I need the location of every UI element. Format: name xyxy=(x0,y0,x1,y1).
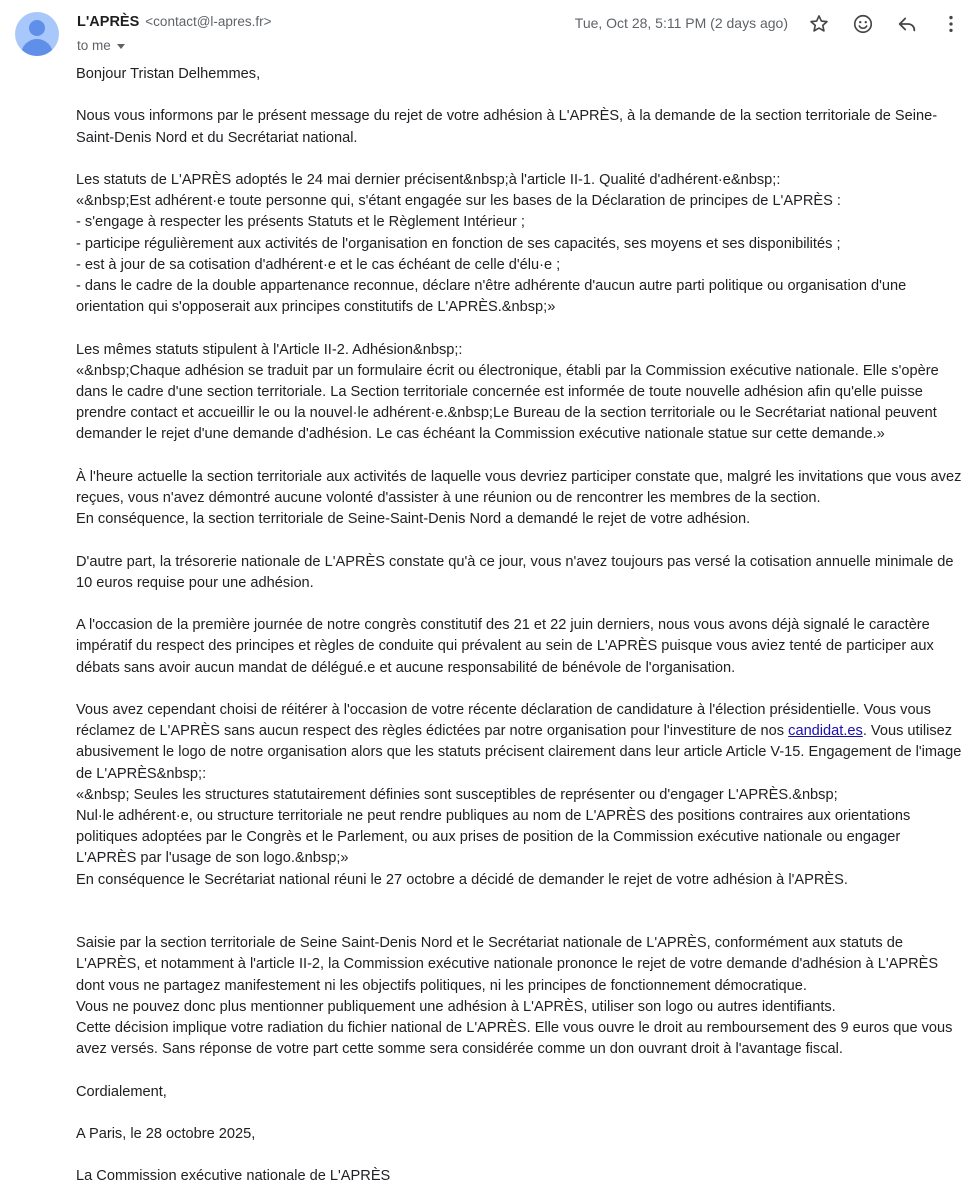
statutes-intro: Les statuts de L'APRÈS adoptés le 24 mai dernier précisent&nbsp;à l'article II-1. Qualité d'adhérent·e&nbsp;: xyxy=(76,171,781,188)
paragraph-secretariat-decision: En conséquence le Secrétariat national réuni le 27 octobre a décidé de demander le rejet de votre adhésion à l'APRÈS. xyxy=(76,871,848,888)
more-options-button[interactable] xyxy=(937,10,965,38)
avatar-person-body xyxy=(21,39,53,56)
reply-button[interactable] xyxy=(893,10,921,38)
avatar-person-icon xyxy=(29,20,45,36)
paragraph-section-finding: À l'heure actuelle la section territoriale aux activités de laquelle vous devriez participer constate que, malgré les invitations que vous avez reçues, vous n'avez démontré aucune volonté d'assister à une réunion ou de rencontrer les membres de la section. xyxy=(76,468,962,506)
signature: La Commission exécutive nationale de L'APRÈS xyxy=(76,1168,391,1185)
chevron-down-icon[interactable] xyxy=(117,44,125,49)
more-vert-icon xyxy=(940,13,962,35)
sender-name[interactable]: L'APRÈS xyxy=(77,14,140,30)
paragraph-candidacy xyxy=(76,700,962,785)
sender-avatar[interactable] xyxy=(15,12,59,56)
closing: Cordialement, xyxy=(76,1083,167,1100)
email-actions xyxy=(805,10,965,38)
paragraph-refund: Cette décision implique votre radiation du fichier national de L'APRÈS. Elle vous ouvre le droit au remboursement des 9 euros que vous avez versés. Sans réponse de votre part cette somme sera considérée comme un don ouvrant droit à l'avantage fiscal. xyxy=(76,1020,953,1058)
add-reaction-button[interactable] xyxy=(849,10,877,38)
reply-icon xyxy=(896,13,918,35)
statutes-item: - est à jour de sa cotisation d'adhérent·e et le cas échéant de celle d'élu·e ; xyxy=(76,256,561,273)
article-v15-quote-cont: Nul·le adhérent·e, ou structure territoriale ne peut rendre publiques au nom de L'APRÈS des positions contraires aux orientations politiques adoptées par le Congrès et le Parlement, ou aux prises de position de la Commission exécutive nationale ou engager L'APRÈS par l'usage de son logo.&nbsp;» xyxy=(76,808,911,867)
star-icon xyxy=(808,13,830,35)
email-date: Tue, Oct 28, 5:11 PM (2 days ago) xyxy=(574,15,788,31)
star-button[interactable] xyxy=(805,10,833,38)
candidacy-text-a: Vous avez cependant choisi de réitérer à l'occasion de votre récente déclaration de candidature à l'élection présidentielle. Vous vous réclamez de L'APRÈS sans aucun respect des règles édictées par notre organisation pour l'investiture de nos xyxy=(76,701,931,740)
statutes-item: - participe régulièrement aux activités de l'organisation en fonction de ses capacités, ses moyens et ses disponibilités ; xyxy=(76,235,841,252)
article-ii2-quote: «&nbsp;Chaque adhésion se traduit par un formulaire écrit ou électronique, établi par la Commission exécutive nationale. Elle s'opère dans le cadre d'une section territoriale. La Section territoriale concernée est informée de toute nouvelle adhésion afin qu'elle puisse prendre contact et accueillir le ou la nouvel·le adhérent·e.&nbsp;Le Bureau de la section territoriale ou le Secrétariat national peuvent demander le rejet d'une demande d'adhésion. Le cas échéant la Commission exécutive nationale statue sur cette demande.» xyxy=(76,362,939,443)
sender-info xyxy=(77,14,272,30)
article-v15-quote: «&nbsp; Seules les structures statutairement définies sont susceptibles de représenter ou d'engager L'APRÈS.&nbsp; xyxy=(76,786,838,803)
place-date: A Paris, le 28 octobre 2025, xyxy=(76,1126,256,1142)
statutes-item: - dans le cadre de la double appartenance reconnue, déclare n'être adhérente d'aucun autre parti politique ou organisation d'une orientation qui s'opposerait aux principes constitutifs de L'APRÈS.&nbsp;» xyxy=(76,278,907,316)
paragraph-no-mention: Vous ne pouvez donc plus mentionner publiquement une adhésion à L'APRÈS, utiliser son logo ou autres identifiants. xyxy=(76,998,836,1015)
paragraph-congress: A l'occasion de la première journée de notre congrès constitutif des 21 et 22 juin derniers, nous vous avons déjà signalé le caractère impératif du respect des principes et règles de conduite qui prévalent au sein de L'APRÈS puisque vous aviez tenté de participer aux débats sans avoir aucun mandat de délégué.e et aucune responsabilité de bénévole de l'organisation. xyxy=(76,617,934,676)
paragraph-commission-ruling: Saisie par la section territoriale de Seine Saint-Denis Nord et le Secrétariat nationale de L'APRÈS, conformément aux statuts de L'APRÈS, et notamment à l'article II-2, la Commission exécutive nationale prononce le rejet de votre demande d'adhésion à L'APRÈS dont vous ne partagez manifestement ni les objectifs politiques, ni les principes de fonctionnement démocratique. xyxy=(76,935,939,994)
email-body xyxy=(76,64,962,1188)
candidat-es-link[interactable]: candidat.es xyxy=(788,723,863,740)
paragraph-treasury: D'autre part, la trésorerie nationale de L'APRÈS constate qu'à ce jour, vous n'avez toujours pas versé la cotisation annuelle minimale de 10 euros requise pour une adhésion. xyxy=(76,553,954,591)
emoji-icon xyxy=(852,13,874,35)
statutes-quote-start: «&nbsp;Est adhérent·e toute personne qui, s'étant engagée sur les bases de la Déclaration de principes de L'APRÈS : xyxy=(76,193,841,210)
paragraph-rejection-notice: Nous vous informons par le présent message du rejet de votre adhésion à L'APRÈS, à la demande de la section territoriale de Seine-Saint-Denis Nord et du Secrétariat national. xyxy=(76,108,938,146)
statutes-item: - s'engage à respecter les présents Statuts et le Règlement Intérieur ; xyxy=(76,214,525,231)
greeting: Bonjour Tristan Delhemmes, xyxy=(76,66,261,82)
candidacy-text-b: . Vous utilisez abusivement le logo de notre organisation alors que les statuts précisent clairement dans leur article Article V-15. Engagement de l'image de L'APRÈS&nbsp;: xyxy=(76,723,962,782)
article-ii2-intro: Les mêmes statuts stipulent à l'Article II-2. Adhésion&nbsp;: xyxy=(76,341,463,358)
paragraph-section-request: En conséquence, la section territoriale de Seine-Saint-Denis Nord a demandé le rejet de votre adhésion. xyxy=(76,511,751,528)
sender-email: <contact@l-apres.fr> xyxy=(145,14,272,29)
recipient-row[interactable] xyxy=(77,38,125,53)
recipient-label: to me xyxy=(77,38,111,53)
